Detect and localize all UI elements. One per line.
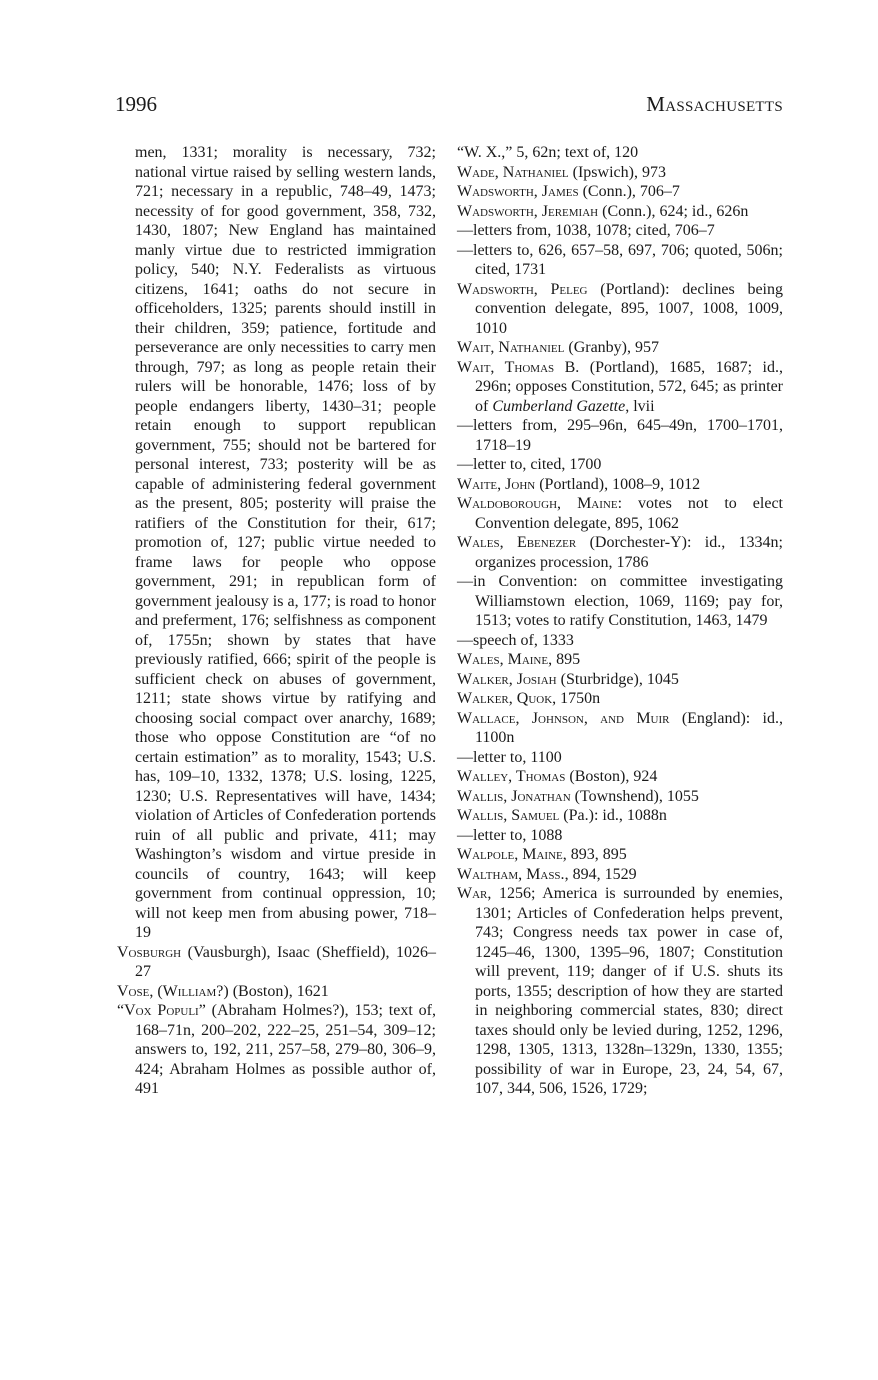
index-entry: [457, 416, 783, 455]
index-text: (Pa.): id., 1088n: [559, 807, 667, 824]
index-text: —speech of, 1333: [457, 631, 574, 649]
index-heading: Walley, Thomas: [457, 768, 566, 785]
index-entry: [457, 241, 783, 280]
index-entry: [457, 806, 783, 826]
index-text: (Conn.), 624; id., 626n: [598, 202, 749, 220]
index-entry: [457, 748, 783, 768]
index-text: (Vausburgh), Isaac (Sheffield), 1026–27: [135, 943, 436, 980]
index-entry: [457, 533, 783, 572]
index-heading: Wade, Nathaniel: [457, 163, 569, 181]
index-text: “W. X.,” 5, 62n; text of, 120: [457, 144, 639, 161]
index-entry: [457, 163, 783, 183]
index-entry: [457, 455, 783, 475]
index-text: (England): id., 1100n: [475, 709, 783, 746]
index-entry: [457, 338, 783, 358]
index-heading: Walker, Quok: [457, 690, 553, 707]
index-text: —letter to, cited, 1700: [457, 456, 602, 473]
index-text: —in Convention: on committee investigating Williamstown election, 1069, 1169; pay for, 1513; votes to ratify Constitution, 1463, 1479: [457, 573, 783, 629]
index-entry: [457, 865, 783, 885]
index-entry: [117, 1001, 436, 1099]
index-text: , 1750n: [552, 690, 601, 707]
index-entry: [117, 982, 436, 1002]
index-text: Cumberland Gazette: [492, 397, 626, 415]
index-text: (Abraham Holmes?), 153; text of, 168–71n, 200–202, 222–25, 251–54, 309–12; answers to, 192, 211, 257–58, 279–80, 306–9, 424; Abraham Holmes as possible author of, 491: [135, 1002, 437, 1097]
index-heading: Waldoborough, Maine: [457, 495, 618, 512]
index-text: (Dorchester-Y): id., 1334n; organizes procession, 1786: [475, 534, 783, 571]
index-entry: [457, 202, 783, 222]
index-entry: [457, 787, 783, 807]
index-entry: [457, 221, 783, 241]
index-entry: [457, 689, 783, 709]
index-text: —letter to, 1100: [457, 748, 562, 766]
index-text: (Portland): declines being convention delegate, 895, 1007, 1008, 1009, 1010: [475, 280, 783, 337]
index-entry: [457, 631, 783, 651]
index-text: —letters to, 626, 657–58, 697, 706; quoted, 506n; cited, 1731: [457, 241, 783, 278]
index-text: (Boston), 924: [565, 768, 658, 785]
index-heading: Wait, Thomas B.: [457, 358, 580, 376]
index-heading: Wait, Nathaniel: [457, 339, 565, 356]
index-text: , 895: [548, 651, 581, 668]
index-heading: Wallis, Samuel: [457, 807, 560, 824]
index-entry: [457, 884, 783, 1099]
index-entry: [457, 767, 783, 787]
index-text: , 893, 895: [562, 846, 627, 863]
index-heading: Wallis, Jonathan: [457, 787, 571, 805]
index-text: (Portland), 1685, 1687; id., 296n; opposes Constitution, 572, 645; as printer of: [475, 358, 783, 415]
index-entry: [457, 572, 783, 631]
index-entry: [457, 670, 783, 690]
index-heading: Vose, (William?): [117, 982, 229, 1000]
index-entry: [457, 650, 783, 670]
index-text: —letter to, 1088: [457, 826, 563, 844]
index-heading: Waltham, Mass.: [457, 865, 565, 883]
index-entry: [117, 943, 436, 982]
index-text: , 894, 1529: [564, 865, 637, 883]
index-text: men, 1331; morality is necessary, 732; national virtue raised by selling western lands, 721; necessary in a republic, 748–49, 1473; necessity of for good government, 358, 732, 1430, 1807; New England has maintained manly virtue due to restricted immigration policy, 540; N.Y. Federalists as virtuous citizens, 1641; oaths do not secure in officeholders, 1325; parents should instill in their children, 359; patience, fortitude and perseverance are only necessities to carry men through, 797; as long as people retain their rulers will be honorable, 1476; loss of by people endangers liberty, 1430–31; people retain enough to support republican government, 755; should not be bartered for personal interest, 733; posterity will be as capable of administering federal government as the present, 805; posterity will praise the ratifiers of the Constitution for their, 617; promotion of, 127; public virtue needed to frame laws for people who oppose government, 291; in republican form of government jealousy is a, 177; is road to honor and preferment, 176; selfishness as component of, 1755n; shown by states that have previously ratified, 666; spirit of the people is sufficient check on abuses of government, 1211; state shows virtue by ratifying and choosing social compact over anarchy, 1689; those who oppose Constitution are “of no certain estimation” as to morality, 1543; U.S. has, 109–10, 1332, 1378; U.S. losing, 1225, 1230; U.S. Representatives will have, 1434; violation of Articles of Confederation portends ruin of all public and private, 411; may Washington’s wisdom and virtue preside in councils of country, 1643; will keep government from continual oppression, 10; will not keep men from abusing power, 718–19: [135, 144, 436, 941]
index-entry: [457, 845, 783, 865]
index-heading: Wallace, Johnson, and Muir: [457, 709, 670, 727]
index-text: (Ipswich), 973: [568, 163, 666, 181]
index-text: (Granby), 957: [564, 339, 659, 356]
index-heading: Waite, John: [457, 475, 536, 493]
index-heading: Walpole, Maine: [457, 846, 563, 863]
index-heading: Wadsworth, Jeremiah: [457, 202, 599, 220]
index-entry: [457, 358, 783, 417]
index-entry: [457, 826, 783, 846]
index-heading: Wadsworth, Peleg: [457, 280, 588, 298]
index-text: (Boston), 1621: [228, 982, 329, 1000]
running-head: Massachusetts: [646, 92, 783, 116]
index-text: (Conn.), 706–7: [578, 183, 680, 200]
index-text: —letters from, 1038, 1078; cited, 706–7: [457, 222, 715, 239]
left-index-column: [117, 143, 436, 1099]
index-text: , 1256; America is surrounded by enemies, 1301; Articles of Confederation helps prevent, 743; Congress needs tax power in case of, 1245–46, 1300, 1395–96, 1807; Constitution will prevent, 119; danger of if U.S. shuts its ports, 1355; description of how they are started in neighboring commercial states, 830; direct taxes should only be levied during, 1252, 1296, 1298, 1305, 1313, 1328n–1329n, 1330, 1355; possibility of war in Europe, 23, 24, 54, 67, 107, 344, 506, 1526, 1729;: [475, 885, 783, 1097]
index-entry: [117, 143, 436, 943]
page-number: 1996: [115, 92, 157, 116]
index-text: , lvii: [625, 397, 655, 415]
index-entry: [457, 280, 783, 339]
index-text: (Townshend), 1055: [570, 787, 699, 805]
index-heading: Wadsworth, James: [457, 183, 579, 200]
index-text: (Portland), 1008–9, 1012: [535, 475, 701, 493]
index-heading: Walker, Josiah: [457, 670, 557, 688]
index-entry: [457, 182, 783, 202]
index-entry: [457, 475, 783, 495]
index-heading: War: [457, 885, 488, 902]
index-text: : votes not to elect Convention delegate, 895, 1062: [475, 495, 783, 532]
index-text: (Sturbridge), 1045: [556, 670, 679, 688]
page-header: [115, 92, 783, 124]
index-heading: “Vox Populi”: [117, 1002, 206, 1019]
index-entry: [457, 143, 783, 163]
index-heading: Wales, Ebenezer: [457, 534, 577, 551]
index-entry: [457, 709, 783, 748]
index-heading: Vosburgh: [117, 943, 182, 961]
index-text: —letters from, 295–96n, 645–49n, 1700–1701, 1718–19: [457, 417, 783, 454]
index-entry: [457, 494, 783, 533]
right-index-column: [457, 143, 783, 1099]
index-heading: Wales, Maine: [457, 651, 549, 668]
